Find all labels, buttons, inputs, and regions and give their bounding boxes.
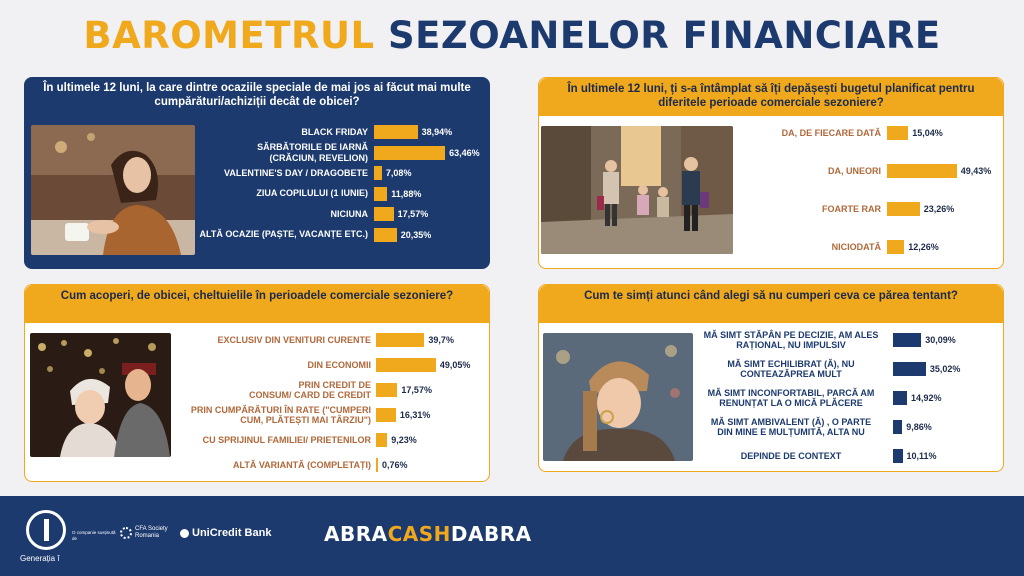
photo-couple-lights [30, 333, 171, 457]
value-label: 7,08% [385, 168, 412, 178]
value-label: 49,05% [439, 360, 471, 370]
initiative-text: O companie susținută de [72, 530, 116, 541]
bar [374, 146, 445, 160]
bar [374, 125, 418, 139]
generatia-logo-icon [26, 510, 66, 550]
category-label-line: ALTĂ OCAZIE (PAȘTE, VACANȚE ETC.) [199, 229, 368, 240]
value-label: 10,11% [906, 451, 937, 461]
category-label-line: NICIUNA [330, 208, 368, 219]
bar [893, 420, 902, 434]
category-label-line: VALENTINE'S DAY / DRAGOBETE [224, 167, 368, 178]
value-label: 39,7% [428, 335, 454, 345]
cfa-line2: Romania [135, 533, 160, 539]
category-label [168, 209, 368, 220]
bar [887, 126, 908, 140]
category-label [693, 359, 889, 380]
category-label-line: MĂ SIMT INCONFORTABIL, PARCĂ AM [707, 387, 875, 398]
bar [374, 207, 394, 221]
chart-title: În ultimele 12 luni, la care dintre ocaziile speciale de mai jos ai făcut mai multe cumpărături/achiziții decât de obicei? [43, 82, 471, 108]
page-title [0, 14, 1024, 57]
category-label-line: FOARTE RAR [822, 203, 881, 214]
value-label: 49,43% [960, 166, 992, 176]
category-label [168, 142, 368, 163]
value-label: 17,57% [401, 385, 432, 395]
category-label-line: CONSUM/ CARD DE CREDIT [248, 390, 371, 400]
photo-woman-winter [543, 333, 693, 461]
category-label [751, 204, 881, 215]
category-label-line: CU SPRIJINUL FAMILIEI/ PRIETENILOR [202, 434, 371, 445]
cfa-dots-icon [120, 527, 132, 539]
bar [376, 433, 387, 447]
value-label: 38,94% [421, 127, 453, 137]
abra-part3: DABRA [450, 522, 532, 546]
bar [893, 449, 903, 463]
category-label-line: MĂ SIMT STĂPÂN PE DECIZIE, AM ALES [703, 329, 879, 340]
category-label-line: ALTĂ VARIANTĂ (COMPLETAȚI) [233, 459, 371, 470]
title-part1: BAROMETRUL [83, 14, 375, 57]
category-label-line: (CRĂCIUN, REVELION) [269, 152, 368, 163]
value-label: 9,86% [906, 422, 932, 432]
category-label [171, 380, 371, 401]
value-label: 12,26% [908, 242, 939, 252]
photo-family-shopping [541, 126, 733, 254]
chart-title: Cum te simți atunci când alegi să nu cumperi ceva ce părea tentant? [539, 285, 1003, 323]
value-label: 63,46% [449, 147, 480, 158]
value-label: 35,02% [929, 364, 961, 374]
cfa-logo [120, 526, 168, 540]
abra-part2: CASH [387, 522, 451, 546]
bar [376, 333, 424, 347]
bar [893, 333, 921, 347]
chart-panel-budget [538, 77, 1004, 269]
value-label: 16,31% [399, 410, 431, 420]
bar [376, 383, 397, 397]
value-label: 0,76% [382, 460, 408, 470]
bar [374, 228, 397, 242]
category-label [168, 168, 368, 179]
value-label: 17,57% [397, 209, 429, 219]
category-label [168, 127, 368, 138]
chart-panel-feelings [538, 284, 1004, 472]
category-label-line: MĂ SIMT AMBIVALENT (Ă) , O PARTE [710, 416, 872, 427]
category-label [693, 388, 889, 409]
category-label-line: DIN ECONOMII [307, 359, 371, 370]
value-label: 11,88% [391, 188, 422, 199]
abra-part1: ABRA [324, 522, 388, 546]
bar [376, 358, 436, 372]
category-label [168, 229, 368, 240]
category-label [693, 417, 889, 438]
category-label [171, 460, 371, 471]
category-label [693, 330, 889, 351]
chart-panel-funding [24, 284, 490, 482]
category-label [171, 335, 371, 346]
category-label-line: MĂ SIMT ECHILIBRAT (Ă), NU [727, 358, 855, 369]
bar [374, 166, 382, 180]
category-label [171, 435, 371, 446]
category-label-line: NICIODATĂ [831, 241, 881, 252]
category-label-line: DIN MINE E MULȚUMITĂ, ALTA NU [717, 427, 865, 437]
category-label-line: ZIUA COPILULUI (1 IUNIE) [256, 188, 368, 199]
category-label-line: BLACK FRIDAY [301, 126, 368, 137]
category-label [751, 166, 881, 177]
category-label [171, 360, 371, 371]
bar [887, 202, 920, 216]
chart-title: În ultimele 12 luni, ți s-a întâmplat să îți depășești bugetul planificat pentru diferitele perioade comerciale sezoniere? [539, 78, 1003, 116]
chart-panel-occasions [24, 77, 490, 269]
bar [893, 362, 926, 376]
category-label [168, 188, 368, 199]
unicredit-label: UniCredit Bank [192, 527, 272, 539]
bar [376, 408, 396, 422]
value-label: 9,23% [391, 435, 417, 445]
chart-title: Cum acoperi, de obicei, cheltuielile în perioadele comerciale sezoniere? [25, 285, 489, 323]
bar [374, 187, 387, 201]
category-label-line: DA, DE FIECARE DATĂ [781, 127, 881, 138]
value-label: 20,35% [400, 229, 432, 240]
bar [376, 458, 378, 472]
category-label-line: PRIN CREDIT DE [298, 379, 371, 390]
bar [887, 240, 904, 254]
category-label-line: RENUNȚAT LA O MICĂ PLĂCERE [719, 398, 863, 408]
category-label-line: CONTEAZĂPREA MULT [740, 369, 842, 379]
category-label [751, 242, 881, 253]
generatia-label: Generația î [20, 554, 60, 563]
footer [0, 496, 1024, 576]
value-label: 14,92% [911, 393, 942, 403]
bar [893, 391, 907, 405]
category-label-line: DA, UNEORI [827, 165, 881, 176]
title-part2: SEZOANELOR FINANCIARE [388, 14, 941, 57]
value-label: 30,09% [925, 335, 956, 345]
category-label-line: RAȚIONAL, NU IMPULSIV [736, 340, 846, 350]
bar [887, 164, 957, 178]
value-label: 23,26% [923, 204, 955, 214]
category-label-line: PRIN CUMPĂRĂTURI ÎN RATE ("CUMPERI [190, 404, 371, 415]
value-label: 15,04% [912, 128, 943, 138]
unicredit-logo [180, 527, 271, 539]
category-label [751, 128, 881, 139]
category-label-line: CUM, PLĂTEȘTI MAI TÂRZIU") [240, 415, 371, 425]
category-label-line: EXCLUSIV DIN VENITURI CURENTE [217, 334, 371, 345]
category-label [693, 451, 889, 462]
category-label-line: DEPINDE DE CONTEXT [740, 450, 842, 461]
unicredit-icon [180, 529, 189, 538]
cfa-line1: CFA Society [135, 526, 168, 532]
category-label [171, 405, 371, 426]
abracashdabra-logo [324, 522, 532, 546]
category-label-line: SĂRBĂTORILE DE IARNĂ [257, 142, 368, 152]
